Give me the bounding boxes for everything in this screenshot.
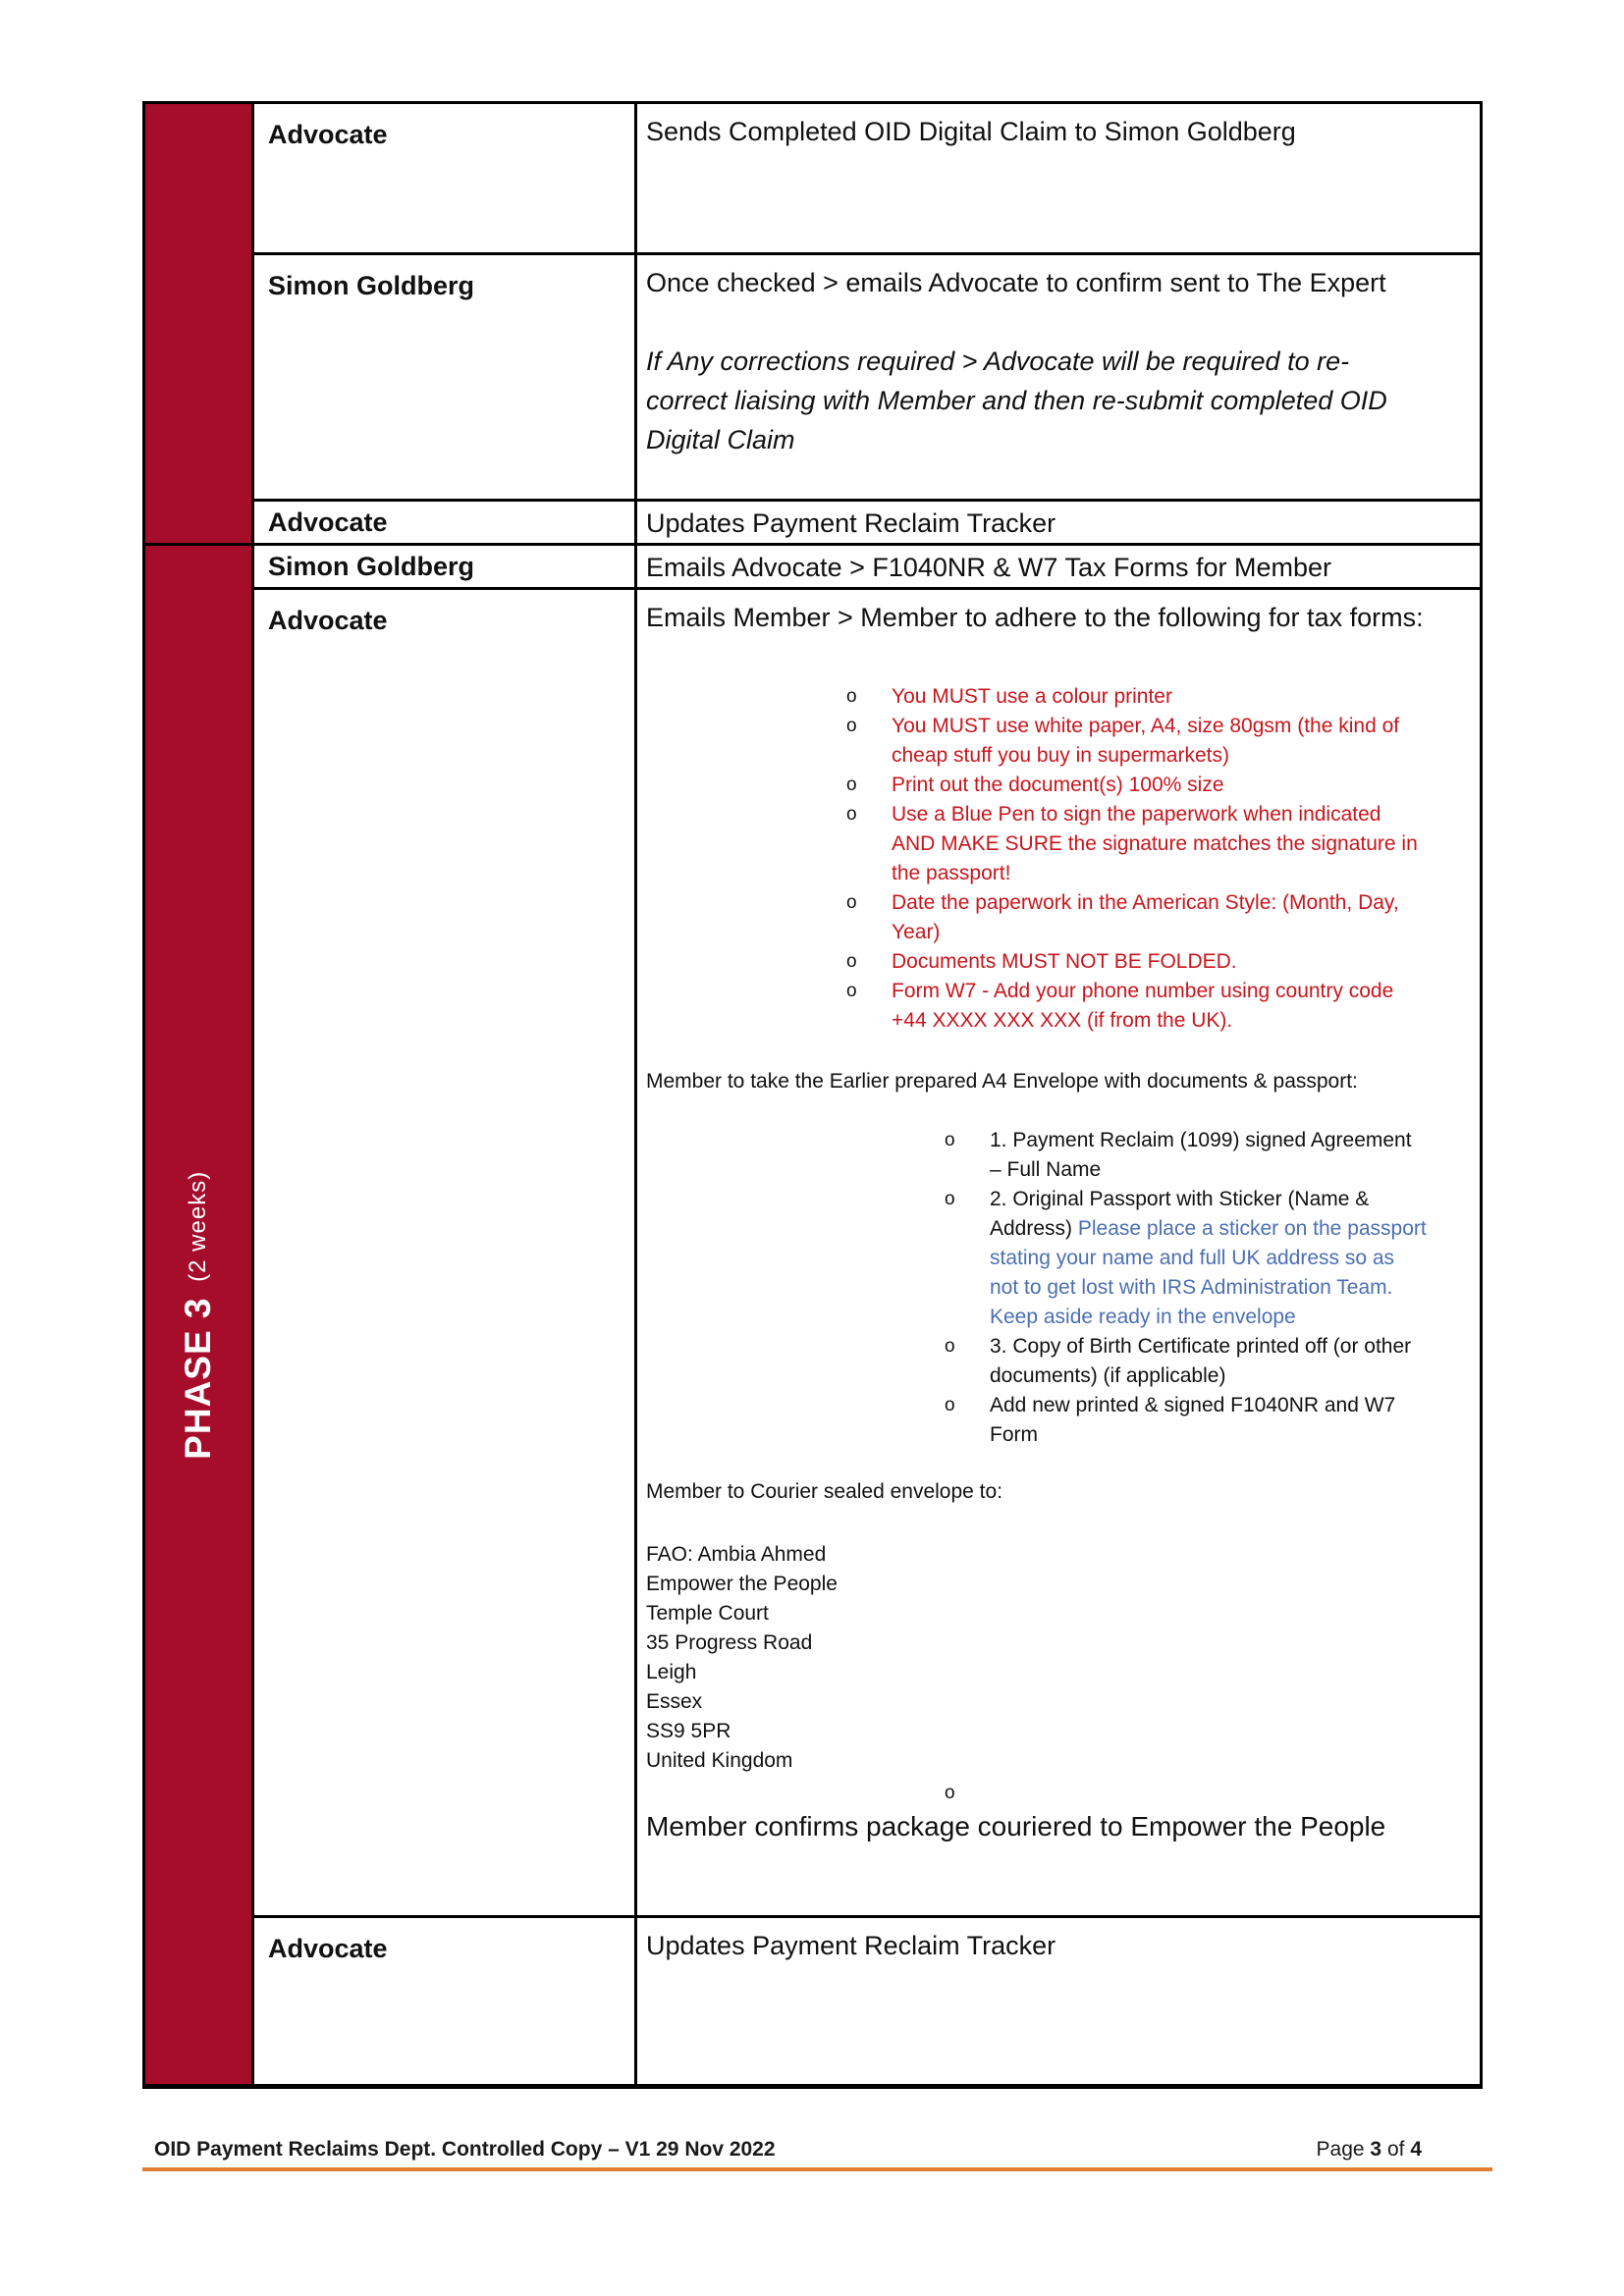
phase3-duration: (2 weeks) — [185, 1170, 211, 1282]
tax-forms-intro: Emails Member > Member to adhere to the following for tax forms: — [646, 603, 1424, 632]
process-table — [142, 101, 1483, 2089]
actor-name: Simon Goldberg — [268, 271, 475, 300]
action-cell-row5 — [637, 590, 1480, 1918]
action-cell-row2 — [637, 255, 1480, 502]
actor-name: Advocate — [268, 120, 388, 149]
tax-form-instructions-list — [646, 682, 1429, 1036]
circle-bullet-icon: o — [846, 686, 857, 707]
circle-bullet-icon: o — [846, 951, 857, 972]
courier-address — [646, 1540, 1429, 1776]
address-line: United Kingdom — [646, 1749, 793, 1772]
action-cell-row3 — [637, 502, 1480, 546]
list-item: o Documents MUST NOT BE FOLDED. — [646, 947, 1429, 977]
list-item — [646, 1126, 1429, 1185]
passport-sticker-note: Please place a sticker on the passport stating your name and full UK address so as not to get lost with IRS Administration Team. Keep aside ready in the envelope — [990, 1217, 1427, 1328]
empty-bullet-line — [646, 1778, 1429, 1807]
envelope-item-text: 1. Payment Reclaim (1099) signed Agreement – Full Name — [990, 1129, 1412, 1181]
list-item — [646, 1185, 1429, 1332]
address-line: FAO: Ambia Ahmed — [646, 1543, 827, 1566]
envelope-item-text: Add new printed & signed F1040NR and W7 Form — [990, 1394, 1396, 1446]
page-number: 3 — [1370, 2138, 1382, 2161]
action-text: Once checked > emails Advocate to confirm sent to The Expert — [646, 268, 1386, 297]
of-label: of — [1386, 2138, 1405, 2161]
footer-divider-rule — [142, 2167, 1492, 2171]
actor-cell-row5 — [254, 590, 637, 1918]
page-number-indicator — [1317, 2139, 1422, 2161]
actor-name: Simon Goldberg — [268, 552, 475, 581]
actor-cell-row4 — [254, 546, 637, 590]
address-line: Essex — [646, 1690, 703, 1713]
list-item: o You MUST use white paper, A4, size 80gsm (the kind of cheap stuff you buy in supermarkets) — [646, 712, 1429, 771]
courier-intro: Member to Courier sealed envelope to: — [646, 1480, 1003, 1503]
address-line: Empower the People — [646, 1573, 838, 1595]
total-pages: 4 — [1410, 2138, 1422, 2161]
actor-name: Advocate — [268, 606, 388, 635]
envelope-item-text: 2. Original Passport with Sticker (Name & Address) — [990, 1188, 1370, 1240]
action-cell-row1 — [637, 104, 1480, 255]
action-cell-row4 — [637, 546, 1480, 590]
action-text: Sends Completed OID Digital Claim to Simon Goldberg — [646, 117, 1296, 146]
circle-bullet-icon: o — [945, 1189, 955, 1209]
list-item: o Form W7 - Add your phone number using country code +44 XXXX XXX XXX (if from the UK). — [646, 977, 1429, 1036]
actor-cell-row1 — [254, 104, 637, 255]
envelope-intro: Member to take the Earlier prepared A4 Envelope with documents & passport: — [646, 1070, 1358, 1093]
list-item — [646, 1391, 1429, 1450]
circle-bullet-icon: o — [846, 892, 857, 913]
action-text: Updates Payment Reclaim Tracker — [646, 508, 1056, 538]
actor-name: Advocate — [268, 507, 388, 537]
address-line: Leigh — [646, 1661, 697, 1683]
address-line: Temple Court — [646, 1602, 769, 1625]
circle-bullet-icon: o — [945, 1336, 955, 1357]
circle-bullet-icon: o — [846, 716, 857, 736]
actor-cell-row6 — [254, 1918, 637, 2084]
footer-document-title: OID Payment Reclaims Dept. Controlled Copy – V1 29 Nov 2022 — [154, 2138, 776, 2161]
envelope-item-text: 3. Copy of Birth Certificate printed off (or other documents) (if applicable) — [990, 1335, 1412, 1387]
phase3-name: PHASE 3 — [178, 1297, 218, 1460]
circle-bullet-icon: o — [945, 1783, 955, 1803]
circle-bullet-icon: o — [846, 774, 857, 795]
address-line: 35 Progress Road — [646, 1631, 813, 1654]
list-item: o Print out the document(s) 100% size — [646, 771, 1429, 800]
page-label: Page — [1316, 2138, 1365, 2161]
phase3-label — [178, 1171, 219, 1460]
actor-cell-row2 — [254, 255, 637, 502]
action-text: Updates Payment Reclaim Tracker — [646, 1931, 1056, 1960]
address-line: SS9 5PR — [646, 1720, 731, 1742]
list-item: o Date the paperwork in the American Style: (Month, Day, Year) — [646, 888, 1429, 947]
action-text: Emails Advocate > F1040NR & W7 Tax Forms for Member — [646, 553, 1331, 582]
list-item — [646, 1332, 1429, 1391]
page-footer — [142, 2139, 1492, 2171]
actor-cell-row3 — [254, 502, 637, 546]
confirm-text: Member confirms package couriered to Empower the People — [646, 1811, 1386, 1842]
actor-name: Advocate — [268, 1934, 388, 1963]
list-item: o You MUST use a colour printer — [646, 682, 1429, 712]
circle-bullet-icon: o — [945, 1130, 955, 1150]
phase-bar-phase2 — [145, 104, 254, 546]
circle-bullet-icon: o — [945, 1395, 955, 1415]
action-cell-row6 — [637, 1918, 1480, 2084]
envelope-contents-list — [646, 1126, 1429, 1450]
circle-bullet-icon: o — [846, 981, 857, 1001]
action-italic-note: If Any corrections required > Advocate will be required to re-correct liaising with Member and then re-submit completed OID Digital Claim — [646, 347, 1387, 454]
phase-bar-phase3 — [145, 546, 254, 2084]
list-item: o Use a Blue Pen to sign the paperwork when indicated AND MAKE SURE the signature matches the signature in the passport! — [646, 800, 1429, 888]
circle-bullet-icon: o — [846, 804, 857, 825]
